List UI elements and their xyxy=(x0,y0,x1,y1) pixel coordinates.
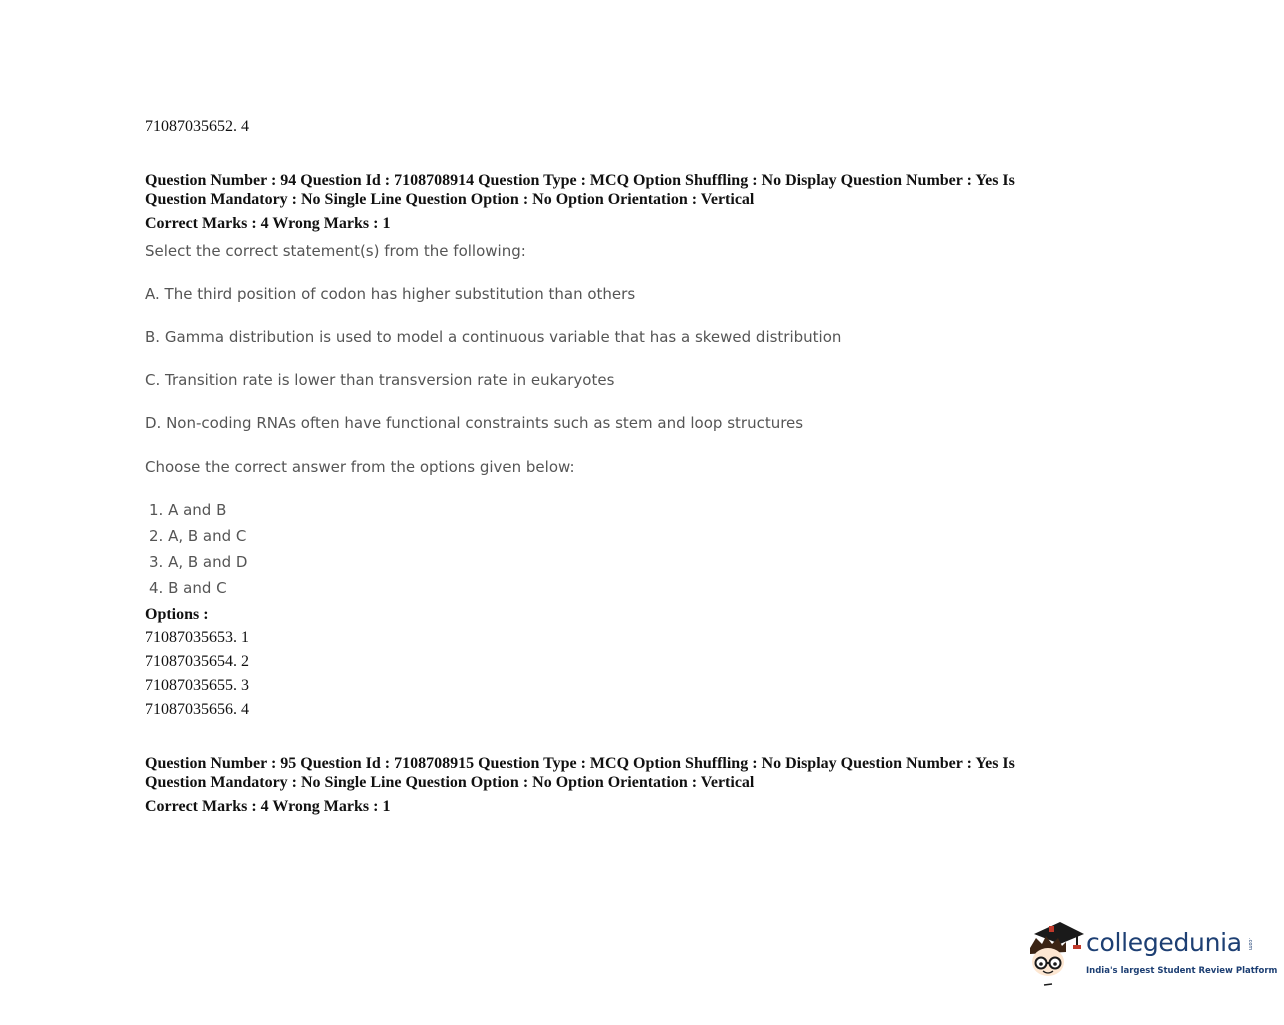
q95-header-line1: Question Number : 95 Question Id : 7108708915 Question Type : MCQ Option Shuffling : No Display Question Number : Yes Is xyxy=(145,755,1015,772)
q94-marks: Correct Marks : 4 Wrong Marks : 1 xyxy=(145,215,391,232)
q94-statement-b: B. Gamma distribution is used to model a continuous variable that has a skewed distribution xyxy=(145,328,842,346)
q94-option-1: 71087035653. 1 xyxy=(145,629,249,646)
q95-marks: Correct Marks : 4 Wrong Marks : 1 xyxy=(145,798,391,815)
collegedunia-logo xyxy=(1026,918,1278,990)
q94-statement-a: A. The third position of codon has higher substitution than others xyxy=(145,285,636,303)
logo-tagline: India's largest Student Review Platform xyxy=(1086,966,1278,976)
q95-header-line2: Question Mandatory : No Single Line Question Option : No Option Orientation : Vertical xyxy=(145,774,755,791)
logo-com-suffix: .com xyxy=(1247,938,1253,951)
q94-option-3: 71087035655. 3 xyxy=(145,677,249,694)
q94-choice-4: 4. B and C xyxy=(149,579,227,597)
q94-header-line2: Question Mandatory : No Single Line Question Option : No Option Orientation : Vertical xyxy=(145,191,755,208)
logo-wordmark: collegedunia xyxy=(1086,928,1242,957)
q94-header-line1: Question Number : 94 Question Id : 7108708914 Question Type : MCQ Option Shuffling : No Display Question Number : Yes Is xyxy=(145,172,1015,189)
q94-options-label: Options : xyxy=(145,606,209,623)
q94-option-2: 71087035654. 2 xyxy=(145,653,249,670)
q94-choose-prompt: Choose the correct answer from the options given below: xyxy=(145,458,575,476)
q94-choice-2: 2. A, B and C xyxy=(149,527,247,545)
student-mascot-icon xyxy=(1026,918,1088,990)
q94-prompt: Select the correct statement(s) from the following: xyxy=(145,242,526,260)
previous-option-4: 71087035652. 4 xyxy=(145,118,249,135)
q94-choice-3: 3. A, B and D xyxy=(149,553,248,571)
q94-option-4: 71087035656. 4 xyxy=(145,701,249,718)
q94-statement-d: D. Non-coding RNAs often have functional constraints such as stem and loop structures xyxy=(145,414,804,432)
q94-statement-c: C. Transition rate is lower than transversion rate in eukaryotes xyxy=(145,371,615,389)
q94-choice-1: 1. A and B xyxy=(149,501,227,519)
